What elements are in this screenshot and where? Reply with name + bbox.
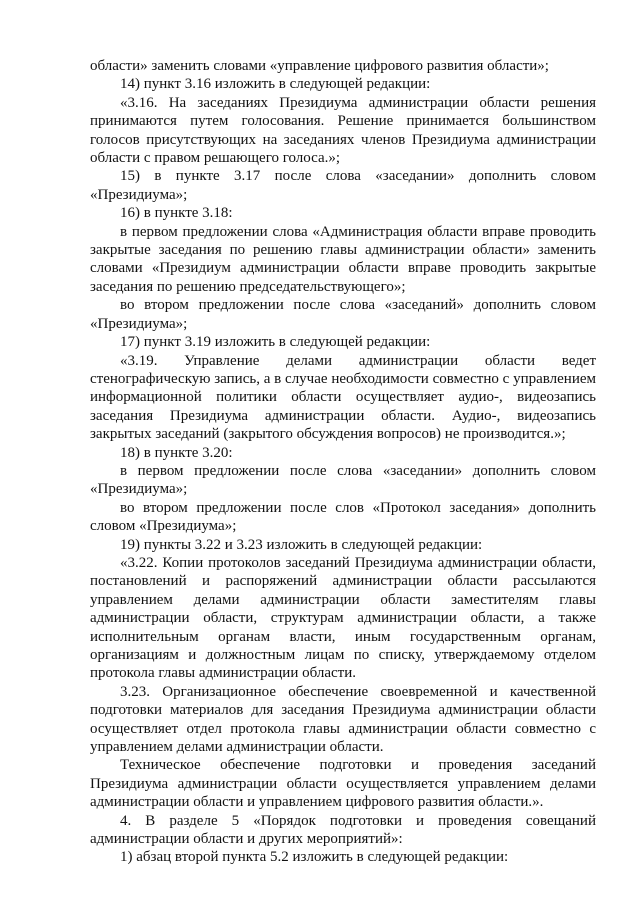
paragraph-6: в первом предложении слова «Администрация области вправе проводить закрытые заседания по решению главы администрации области» заменить словами «Президиум администрации области вправе проводить закрытые заседания по решению председательствующего»; [90,223,596,295]
paragraph-3: «3.16. На заседаниях Президиума администрации области решения принимаются путем голосования. Решение принимается большинством голосов присутствующих на заседаниях членов Президиума администрации области с правом решающего голоса.»; [90,94,596,167]
paragraph-18: 1) абзац второй пункта 5.2 изложить в следующей редакции: [120,849,509,866]
paragraph-7: во втором предложении после слова «заседаний» дополнить словом «Президиума»; [90,297,596,332]
paragraph-10: 18) в пункте 3.20: [120,444,233,461]
paragraph-4: 15) в пункте 3.17 после слова «заседании» дополнить словом «Президиума»; [90,168,596,203]
paragraph-13: 19) пункты 3.22 и 3.23 изложить в следующей редакции: [120,536,483,553]
paragraph-15: 3.23. Организационное обеспечение своевременной и качественной подготовки материалов для заседания Президиума администрации области осуществляет отдел протокола главы администрации области совместно с управлением делами администрации области. [90,683,596,756]
paragraph-8: 17) пункт 3.19 изложить в следующей редакции: [120,334,431,351]
document-page [90,57,596,867]
paragraph-12: во втором предложении после слов «Протокол заседания» дополнить словом «Президиума»; [90,499,596,535]
paragraph-17: 4. В разделе 5 «Порядок подготовки и проведения совещаний администрации области и других мероприятий»: [90,812,596,848]
paragraph-5: 16) в пункте 3.18: [120,205,233,222]
paragraph-14: «3.22. Копии протоколов заседаний Президиума администрации области, постановлений и распоряжений администрации области рассылаются управлением делами администрации области заместителям главы администрации области, структурам администрации области, а также исполнительным органам власти, иным государственным органам, организациям и должностным лицам по списку, утверждаемому отделом протокола главы администрации области. [90,554,596,682]
paragraph-11: в первом предложении после слова «заседании» дополнить словом «Президиума»; [90,462,596,498]
paragraph-2: 14) пункт 3.16 изложить в следующей редакции: [120,76,431,93]
paragraph-1: области» заменить словами «управление цифрового развития области»; [90,58,549,74]
paragraph-16: Техническое обеспечение подготовки и проведения заседаний Президиума администрации области осуществляется управлением делами администрации области и управлением цифрового развития области.». [90,757,596,811]
paragraph-9: «3.19. Управление делами администрации области ведет стенографическую запись, а в случае необходимости совместно с управлением информационной политики области осуществляет аудио-, видеозапись заседания Президиума администрации области. Аудио-, видеозапись закрытых заседаний (закрытого обсуждения вопросов) не производится.»; [90,352,596,443]
